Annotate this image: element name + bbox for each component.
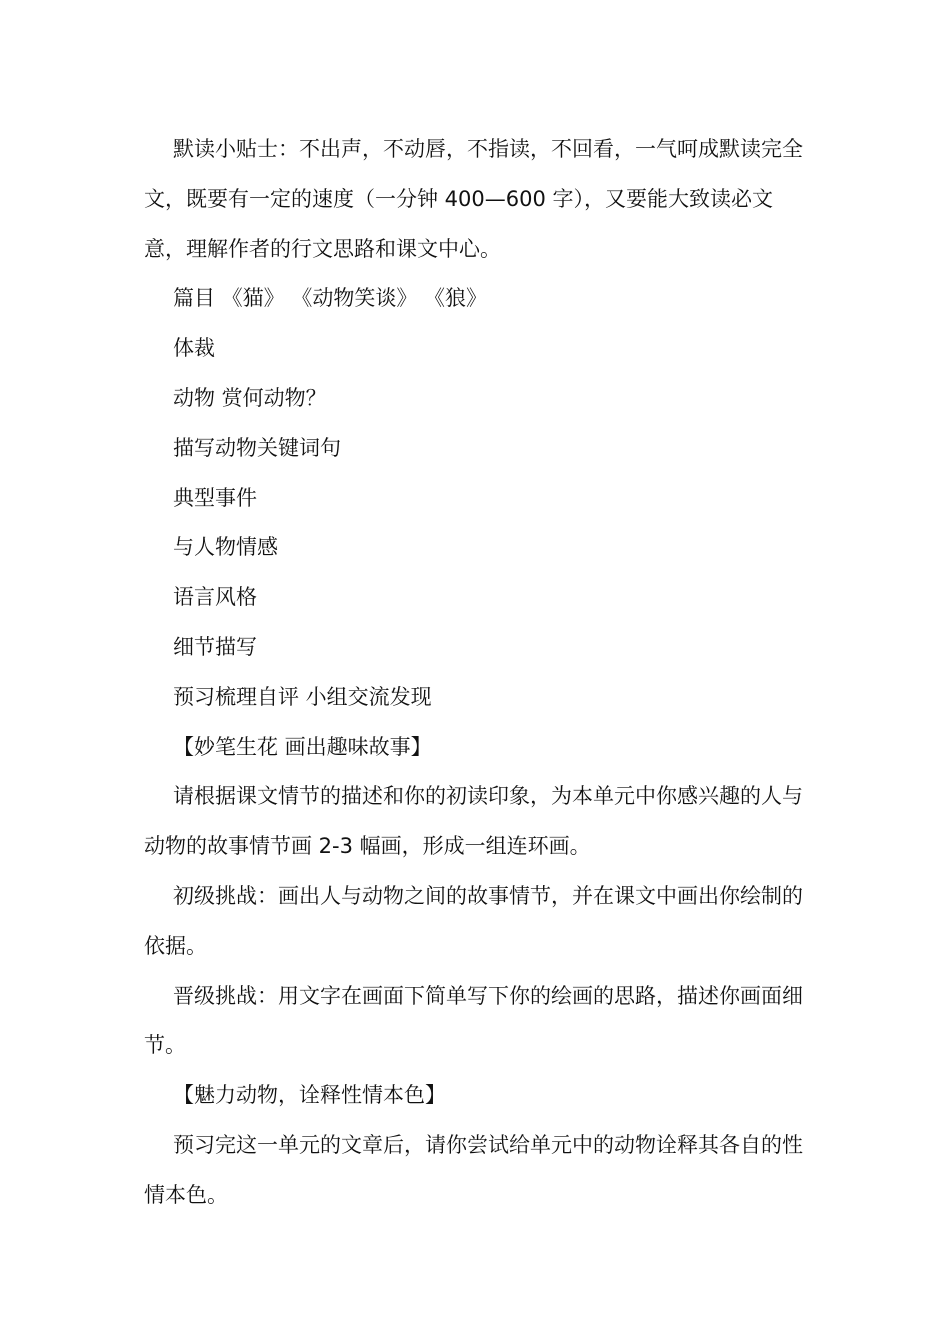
- paragraph-detail: 细节描写: [173, 634, 257, 659]
- paragraph-drawing-task: 请根据课文情节的描述和你的初读印象，为本单元中你感兴趣的人与动物的故事情节画 2-3 幅画，形成一组连环画。: [144, 784, 803, 859]
- paragraph-reading-tips: 默读小贴士：不出声，不动唇，不指读，不回看，一气呵成默读完全文，既要有一定的速度（一分钟 400—600 字），又要能大致读必文意，理解作者的行文思路和课文中心。: [144, 137, 803, 261]
- paragraph-titles: 篇目 《猫》 《动物笑谈》 《狼》: [173, 286, 488, 311]
- paragraph-self-review: 预习梳理自评 小组交流发现: [173, 684, 432, 709]
- paragraph-typical-events: 典型事件: [173, 485, 257, 510]
- section-heading-drawing: 【妙笔生花 画出趣味故事】: [173, 734, 432, 759]
- document-body: [144, 125, 810, 1221]
- paragraph-beginner-challenge: 初级挑战：画出人与动物之间的故事情节，并在课文中画出你绘制的依据。: [144, 883, 803, 958]
- paragraph-animal: 动物 赏何动物？: [173, 385, 327, 410]
- paragraph-animals-task: 预习完这一单元的文章后，请你尝试给单元中的动物诠释其各自的性情本色。: [144, 1132, 803, 1207]
- paragraph-language-style: 语言风格: [173, 585, 257, 610]
- paragraph-advanced-challenge: 晋级挑战：用文字在画面下简单写下你的绘画的思路，描述你画面细节。: [144, 983, 803, 1058]
- paragraph-emotion: 与人物情感: [173, 535, 278, 560]
- paragraph-key-phrases: 描写动物关键词句: [173, 435, 341, 460]
- paragraph-genre: 体裁: [173, 336, 215, 361]
- section-heading-animals: 【魅力动物，诠释性情本色】: [173, 1083, 446, 1108]
